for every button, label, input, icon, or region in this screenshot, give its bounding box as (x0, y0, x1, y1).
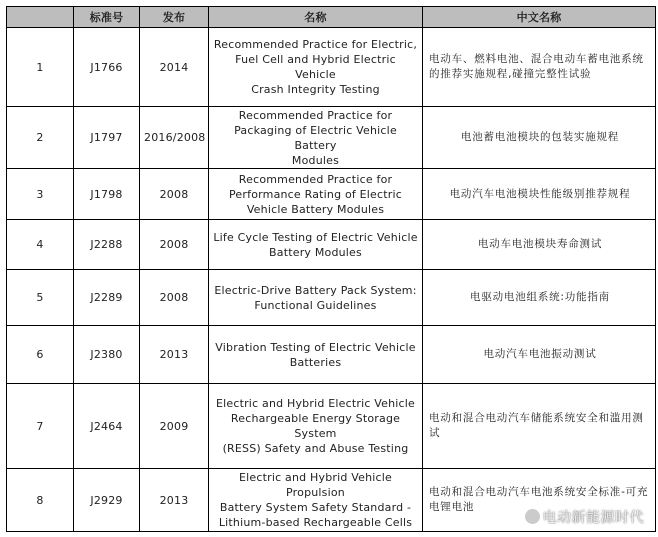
name-line: Packaging of Electric Vehicle Battery (234, 123, 397, 152)
name-line: Electric and Hybrid Electric Vehicle (215, 397, 416, 410)
row-index: 2 (7, 107, 74, 169)
table-row (7, 270, 656, 326)
row-index: 3 (7, 169, 74, 220)
publish-year: 2009 (140, 384, 209, 469)
standard-name (209, 270, 423, 326)
name-line: Electric and Hybrid Vehicle Propulsion (238, 471, 392, 499)
publish-year: 2013 (140, 326, 209, 384)
chinese-name: 电动车电池模块寿命测试 (423, 220, 656, 270)
row-index: 8 (7, 469, 74, 532)
name-line: Recommended Practice for (238, 108, 393, 122)
standard-name (209, 107, 423, 169)
name-line: Performance Rating of Electric (228, 187, 403, 201)
chinese-name: 电动汽车电池振动测试 (423, 326, 656, 384)
name-line: Rechargeable Energy Storage System (230, 412, 401, 440)
row-index: 6 (7, 326, 74, 384)
standard-number: J1798 (74, 169, 140, 220)
row-index: 7 (7, 384, 74, 469)
table-row (7, 28, 656, 107)
chinese-name: 电动车、燃料电池、混合电动车蓄电池系统的推荐实施规程,碰撞完整性试验 (423, 28, 656, 107)
standard-number: J2288 (74, 220, 140, 270)
header-publish-year: 发布 (140, 7, 209, 28)
publish-year: 2008 (140, 169, 209, 220)
name-line: Fuel Cell and Hybrid Electric Vehicle (235, 53, 396, 81)
standard-number: J2464 (74, 384, 140, 469)
row-index: 5 (7, 270, 74, 326)
publish-year: 2008 (140, 220, 209, 270)
watermark-text: 电动新能源时代 (542, 510, 644, 526)
name-line: Battery Modules (269, 245, 362, 259)
standard-name (209, 220, 423, 270)
name-line: Battery System Safety Standard - (219, 501, 412, 514)
table-row (7, 384, 656, 469)
name-line: Vibration Testing of Electric Vehicle (215, 340, 416, 354)
chinese-name: 电池蓄电池模块的包装实施规程 (423, 107, 656, 169)
name-line: Modules (291, 153, 340, 167)
standard-name (209, 384, 423, 469)
header-standard-number: 标准号 (74, 7, 140, 28)
row-index: 4 (7, 220, 74, 270)
name-line: Batteries (289, 355, 342, 369)
standard-name (209, 28, 423, 107)
standard-name (209, 326, 423, 384)
standards-table (6, 6, 656, 532)
table-row (7, 220, 656, 270)
standard-number: J2929 (74, 469, 140, 532)
name-line: (RESS) Safety and Abuse Testing (222, 442, 409, 455)
header-name: 名称 (209, 7, 423, 28)
row-index: 1 (7, 28, 74, 107)
chinese-name: 电驱动电池组系统:功能指南 (423, 270, 656, 326)
publish-year: 2016/2008 (140, 107, 209, 169)
publish-year: 2014 (140, 28, 209, 107)
standard-name (209, 169, 423, 220)
standard-name (209, 469, 423, 532)
header-row (7, 7, 656, 28)
name-line: Life Cycle Testing of Electric Vehicle (213, 230, 418, 244)
watermark-logo-icon (525, 509, 540, 524)
header-index (7, 7, 74, 28)
standard-number: J1766 (74, 28, 140, 107)
table-row (7, 326, 656, 384)
name-line: Crash Integrity Testing (251, 83, 380, 96)
table-row (7, 107, 656, 169)
name-line: Lithium-based Rechargeable Cells (218, 516, 413, 529)
table-row (7, 169, 656, 220)
chinese-name: 电动汽车电池模块性能级别推荐规程 (423, 169, 656, 220)
name-line: Vehicle Battery Modules (246, 202, 385, 216)
chinese-name: 电动和混合电动汽车电池系统安全标准-可充电锂电池 (423, 469, 656, 532)
header-chinese-name: 中文名称 (423, 7, 656, 28)
name-line: Functional Guidelines (254, 298, 377, 312)
name-line: Electric-Drive Battery Pack System: (214, 283, 417, 297)
chinese-name: 电动和混合电动汽车储能系统安全和滥用测试 (423, 384, 656, 469)
name-line: Recommended Practice for (238, 172, 393, 186)
standard-number: J2289 (74, 270, 140, 326)
publish-year: 2008 (140, 270, 209, 326)
standard-number: J1797 (74, 107, 140, 169)
publish-year: 2013 (140, 469, 209, 532)
name-line: Recommended Practice for Electric, (213, 38, 418, 51)
watermark (525, 507, 645, 527)
standard-number: J2380 (74, 326, 140, 384)
